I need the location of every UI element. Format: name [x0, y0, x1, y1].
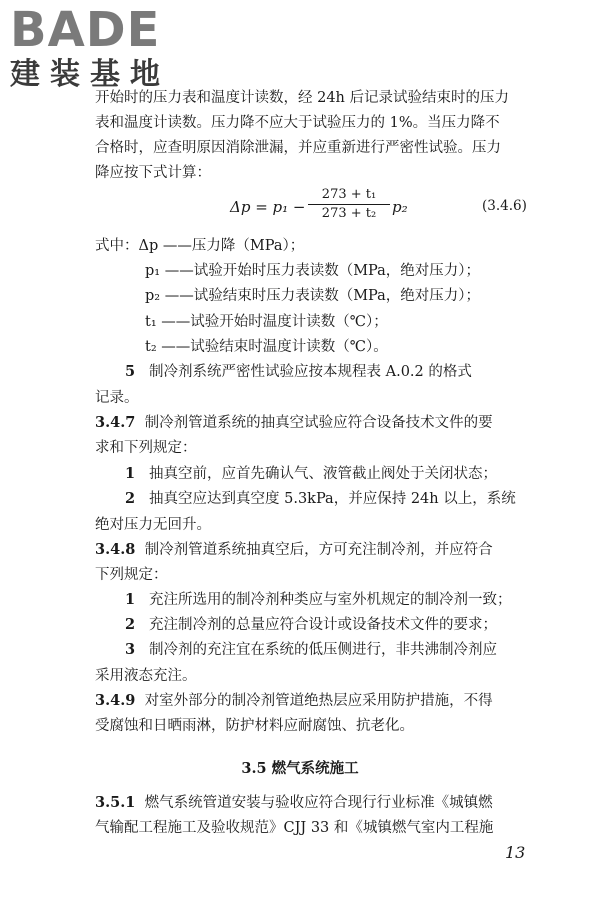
- definition-line: p₁ ——试验开始时压力表读数（MPa，绝对压力）；: [145, 263, 481, 279]
- clause-text: 制冷剂管道系统抽真空后，方可充注制冷剂，并应符合: [144, 542, 493, 558]
- formula-tail: p₂: [392, 198, 408, 216]
- list-item: [125, 640, 570, 660]
- paragraph-line: 绝对压力无回升。: [95, 517, 211, 533]
- paragraph-line: 合格时，应查明原因消除泄漏，并应重新进行严密性试验。压力: [95, 140, 501, 156]
- definition-line: p₂ ——试验结束时压力表读数（MPa，绝对压力）；: [145, 288, 481, 304]
- clause-number: 3.4.7: [95, 414, 136, 431]
- item-text: 充注所选用的制冷剂种类应与室外机规定的制冷剂一致；: [149, 592, 512, 608]
- watermark-logo: [8, 4, 178, 94]
- definition-line: 式中：Δp ——压力降（MPa）；: [95, 238, 305, 254]
- clause-3-4-8: [95, 540, 540, 560]
- item-text: 抽真空前，应首先确认气、液管截止阀处于关闭状态；: [149, 466, 497, 482]
- item-text: 抽真空应达到真空度 5.3kPa，并应保持 24h 以上，系统: [149, 491, 516, 507]
- paragraph-line: 降应按下式计算：: [95, 165, 211, 181]
- clause-3-5-1: [95, 793, 540, 813]
- clause-number: 3.5.1: [95, 794, 136, 811]
- clause-number: 3.4.9: [95, 692, 136, 709]
- definition-line: t₂ ——试验结束时温度计读数（℃）。: [145, 339, 388, 355]
- list-item-5: [125, 362, 570, 382]
- item-number: 1: [125, 591, 136, 608]
- clause-3-4-7: [95, 413, 540, 433]
- section-title: 3.5 燃气系统施工: [241, 760, 359, 777]
- formula-3-4-6: [230, 187, 540, 227]
- clause-text: 燃气系统管道安装与验收应符合现行行业标准《城镇燃: [144, 795, 493, 811]
- formula-fraction: [308, 187, 390, 222]
- formula-denominator: 273 + t₂: [321, 206, 377, 221]
- formula-lhs: Δp = p₁ −: [230, 198, 306, 216]
- page-number: 13: [505, 843, 526, 862]
- item-number: 2: [125, 490, 136, 507]
- list-item: [125, 615, 570, 635]
- list-item: [125, 464, 570, 484]
- paragraph-line: 受腐蚀和日晒雨淋，防护材料应耐腐蚀、抗老化。: [95, 718, 414, 734]
- item-text: 充注制冷剂的总量应符合设计或设备技术文件的要求；: [149, 617, 497, 633]
- paragraph-line: 求和下列规定：: [95, 440, 197, 456]
- item-number: 2: [125, 616, 136, 633]
- paragraph-line: 气输配工程施工及验收规范》CJJ 33 和《城镇燃气室内工程施: [95, 820, 494, 836]
- item-number: 1: [125, 465, 136, 482]
- clause-number: 3.4.8: [95, 541, 136, 558]
- formula-number: (3.4.6): [482, 198, 527, 214]
- clause-3-4-9: [95, 691, 540, 711]
- clause-text: 制冷剂管道系统的抽真空试验应符合设备技术文件的要: [144, 415, 493, 431]
- item-number: 5: [125, 363, 136, 380]
- paragraph-line: 表和温度计读数。压力降不应大于试验压力的 1%。当压力降不: [95, 115, 500, 131]
- paragraph-line: 开始时的压力表和温度计读数，经 24h 后记录试验结束时的压力: [95, 90, 510, 106]
- paragraph-line: 采用液态充注。: [95, 668, 197, 684]
- fraction-bar: [308, 204, 390, 205]
- paragraph-line: 记录。: [95, 390, 139, 406]
- logo-subtitle: 建装基地: [10, 57, 170, 92]
- item-text: 制冷剂系统严密性试验应按本规程表 A.0.2 的格式: [149, 364, 472, 380]
- definition-line: t₁ ——试验开始时温度计读数（℃）；: [145, 314, 388, 330]
- logo-brand: BADE: [10, 2, 161, 58]
- item-text: 制冷剂的充注宜在系统的低压侧进行，非共沸制冷剂应: [149, 642, 497, 658]
- item-number: 3: [125, 641, 136, 658]
- list-item: [125, 590, 570, 610]
- list-item: [125, 489, 570, 509]
- clause-text: 对室外部分的制冷剂管道绝热层应采用防护措施，不得: [144, 693, 493, 709]
- formula-numerator: 273 + t₁: [321, 187, 377, 202]
- paragraph-line: 下列规定：: [95, 567, 168, 583]
